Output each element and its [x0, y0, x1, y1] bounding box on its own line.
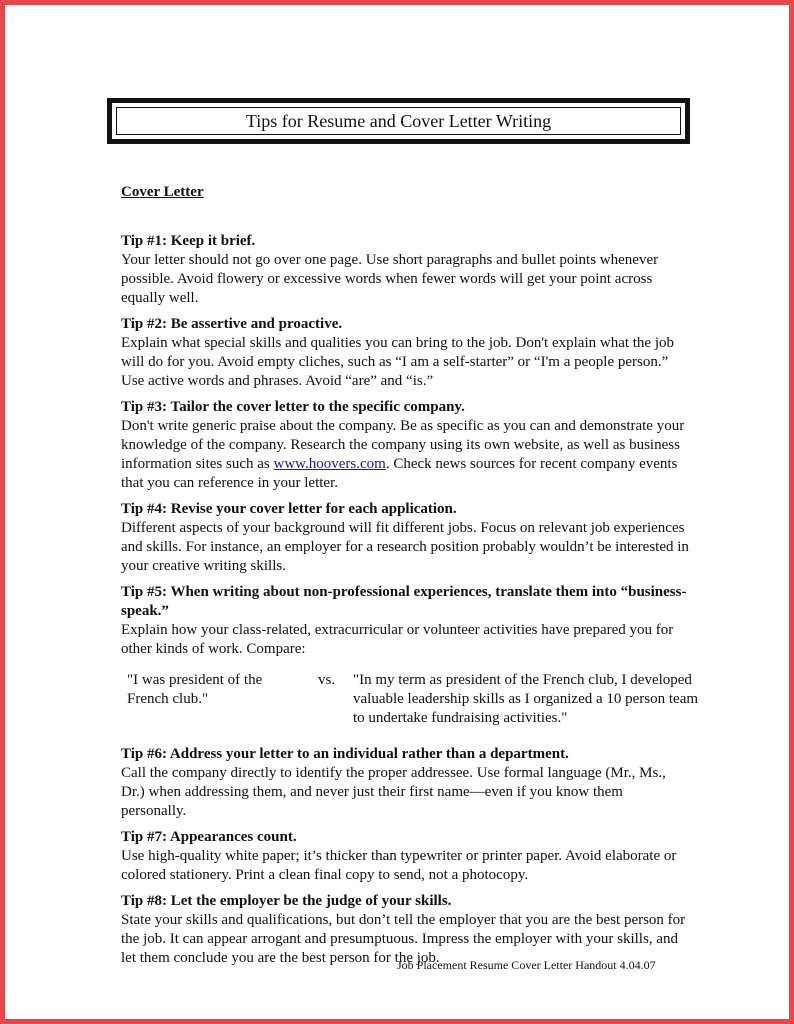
tip-title: Tip #3: Tailor the cover letter to the specific company. — [121, 399, 465, 415]
tip-body-text: . Check news sources for recent company events that you can reference in your letter. — [121, 456, 678, 491]
tip-title: Tip #5: When writing about non-professional experiences, translate them into “business- speak.” — [121, 584, 687, 619]
title-box — [107, 98, 690, 144]
tip-body: Use high-quality white paper; it’s thicker than typewriter or printer paper. Avoid elaborate or colored stationery. Print a clean final copy to send, not a photocopy. — [121, 848, 677, 883]
tip-1 — [121, 232, 691, 308]
tip-body — [121, 417, 691, 493]
tip-title: Tip #1: Keep it brief. — [121, 233, 256, 249]
tip-title: Tip #8: Let the employer be the judge of your skills. — [121, 893, 452, 909]
tip-title: Tip #2: Be assertive and proactive. — [121, 316, 343, 332]
hoovers-link[interactable]: www.hoovers.com — [273, 456, 386, 472]
tip-4 — [121, 500, 691, 576]
comparison-vs: vs. — [318, 672, 336, 688]
tip-3 — [121, 398, 691, 493]
comparison-before: "I was president of the French club." — [127, 672, 263, 707]
tip-title: Tip #7: Appearances count. — [121, 829, 297, 845]
tip-2 — [121, 315, 691, 391]
tip-body: Different aspects of your background will fit different jobs. Focus on relevant job experiences and skills. For instance, an employer for a research position probably wouldn’t be interested in your creative writing skills. — [121, 520, 689, 574]
tip-5 — [121, 583, 699, 729]
tip-7 — [121, 828, 691, 885]
tip-body: Your letter should not go over one page. Use short paragraphs and bullet points whenever possible. Avoid flowery or excessive words when fewer words will get your point across equally well. — [121, 252, 659, 306]
tip-body: Explain what special skills and qualities you can bring to the job. Don't explain what the job will do for you. Avoid empty cliches, such as “I am a self-starter” or “I'm a people person.” Use active words and phrases. Avoid “are” and “is.” — [121, 335, 675, 389]
comparison-example — [121, 671, 699, 729]
tip-6 — [121, 745, 691, 821]
tip-body: Call the company directly to identify the proper addressee. Use formal language (Mr., Ms., Dr.) when addressing them, and never just their first name—even if you know them personally. — [121, 765, 666, 819]
tip-body: State your skills and qualifications, but don’t tell the employer that you are the best person for the job. It can appear arrogant and presumptuous. Impress the employer with your skills, and let them conclude you are the best person for the job. — [121, 912, 686, 966]
footer-note: Job Placement Resume Cover Letter Handout 4.04.07 — [397, 958, 656, 972]
tip-body: Explain how your class-related, extracurricular or volunteer activities have prepared you for other kinds of work. Compare: — [121, 622, 674, 657]
comparison-after: "In my term as president of the French club, I developed valuable leadership skills as I organized a 10 person team to undertake fundraising activities." — [353, 672, 699, 726]
tip-title: Tip #4: Revise your cover letter for each application. — [121, 501, 457, 517]
section-heading: Cover Letter — [121, 184, 204, 200]
tip-title: Tip #6: Address your letter to an individual rather than a department. — [121, 746, 569, 762]
tips-list — [121, 232, 699, 975]
tip-8 — [121, 892, 691, 968]
tip-body-text: Don't write generic praise about the company. Be as specific as you can and demonstrate your knowledge of the company. Research the company using its own website, as well as business information sites such as — [121, 418, 685, 472]
page-title: Tips for Resume and Cover Letter Writing — [116, 107, 681, 135]
